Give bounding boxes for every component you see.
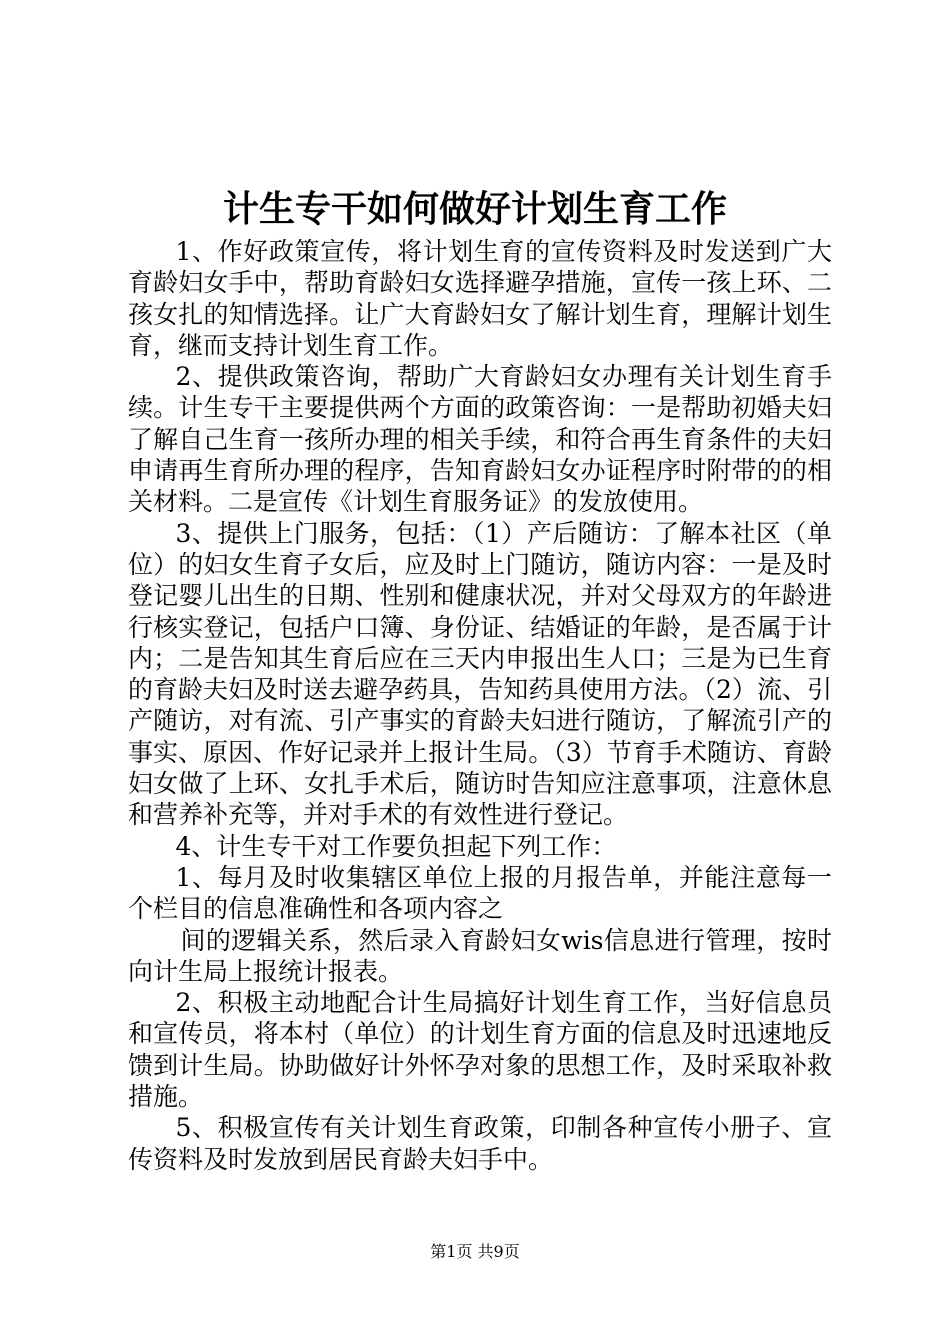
paragraph-1: 1、作好政策宣传，将计划生育的宣传资料及时发送到广大育龄妇女手中，帮助育龄妇女选择避孕措施，宣传一孩上环、二孩女扎的知情选择。让广大育龄妇女了解计划生育，理解计划生育，继而支持计划生育工作。 (128, 237, 832, 360)
paragraph-3: 3、提供上门服务，包括：（1）产后随访：了解本社区（单位）的妇女生育子女后，应及时上门随访，随访内容：一是及时登记婴儿出生的日期、性别和健康状况，并对父母双方的年龄进行核实登记，包括户口簿、身份证、结婚证的年龄，是否属于计内；二是告知其生育后应在三天内申报出生人口；三是为已生育的育龄夫妇及时送去避孕药具，告知药具使用方法。（2）流、引产随访，对有流、引产事实的育龄夫妇进行随访，了解流引产的事实、原因、作好记录并上报计生局。（3）节育手术随访、育龄妇女做了上环、女扎手术后，随访时告知应注意事项，注意休息和营养补充等，并对手术的有效性进行登记。 (128, 518, 832, 830)
paragraph-2: 2、提供政策咨询，帮助广大育龄妇女办理有关计划生育手续。计生专干主要提供两个方面的政策咨询：一是帮助初婚夫妇了解自己生育一孩所办理的相关手续，和符合再生育条件的夫妇申请再生育所办理的程序，告知育龄妇女办证程序时附带的的相关材料。二是宣传《计划生育服务证》的发放使用。 (128, 362, 832, 517)
paragraph-5: 1、每月及时收集辖区单位上报的月报告单，并能注意每一个栏目的信息准确性和各项内容之 (128, 862, 832, 924)
paragraph-8: 5、积极宣传有关计划生育政策，印制各种宣传小册子、宣传资料及时发放到居民育龄夫妇手中。 (128, 1113, 832, 1174)
document-title: 计生专干如何做好计划生育工作 (222, 188, 727, 230)
paragraph-6: 间的逻辑关系，然后录入育龄妇女wis信息进行管理，按时向计生局上报统计报表。 (128, 925, 832, 986)
paragraph-4: 4、计生专干对工作要负担起下列工作： (175, 831, 617, 861)
document-body (128, 236, 832, 1175)
page-number-footer: 第1页 共9页 (430, 1242, 520, 1261)
paragraph-7: 2、积极主动地配合计生局搞好计划生育工作，当好信息员和宣传员，将本村（单位）的计划生育方面的信息及时迅速地反馈到计生局。协助做好计外怀孕对象的思想工作，及时采取补救措施。 (128, 988, 832, 1112)
